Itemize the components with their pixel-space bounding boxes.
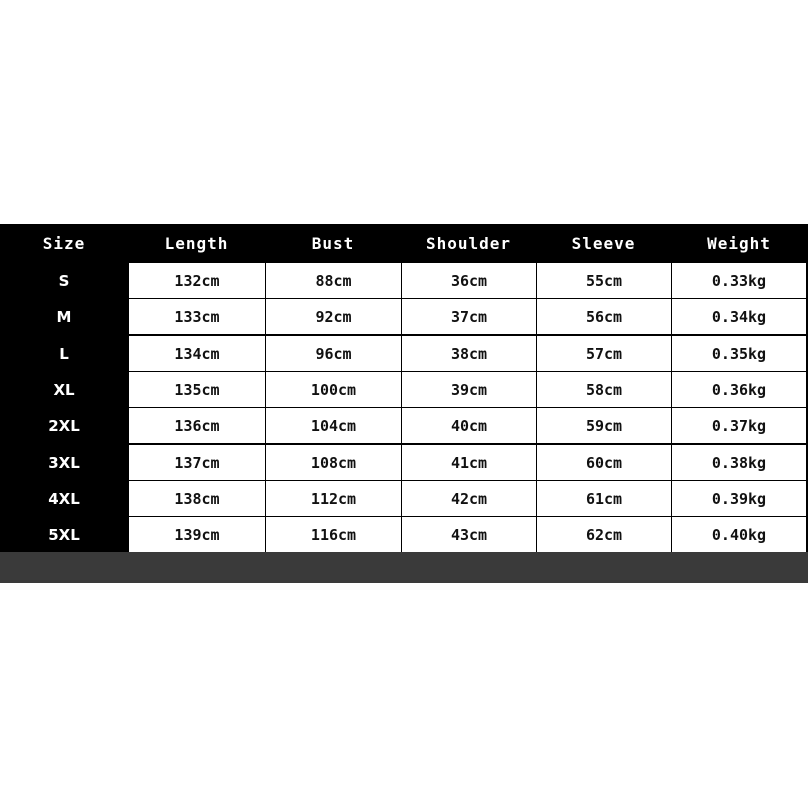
cell-shoulder: 39cm bbox=[402, 372, 537, 407]
cell-length: 136cm bbox=[129, 408, 266, 443]
cell-length: 138cm bbox=[129, 481, 266, 516]
size-label: 5XL bbox=[48, 526, 80, 545]
cell-weight: 0.33kg bbox=[672, 263, 807, 298]
cell-bust: 108cm bbox=[266, 445, 402, 480]
cell-sleeve: 55cm bbox=[537, 263, 672, 298]
cell-shoulder: 37cm bbox=[402, 299, 537, 334]
header-length: Length bbox=[164, 234, 229, 253]
cell-length: 134cm bbox=[129, 336, 266, 371]
cell-length: 132cm bbox=[129, 263, 266, 298]
cell-sleeve: 57cm bbox=[537, 336, 672, 371]
header-sleeve: Sleeve bbox=[571, 234, 636, 253]
header-shoulder: Shoulder bbox=[425, 234, 512, 253]
size-label: XL bbox=[53, 380, 75, 399]
cell-bust: 104cm bbox=[266, 408, 402, 443]
cell-shoulder: 36cm bbox=[402, 263, 537, 298]
cell-length: 139cm bbox=[129, 517, 266, 552]
cell-bust: 100cm bbox=[266, 372, 402, 407]
cell-length: 133cm bbox=[129, 299, 266, 334]
cell-weight: 0.35kg bbox=[672, 336, 807, 371]
cell-sleeve: 58cm bbox=[537, 372, 672, 407]
cell-weight: 0.39kg bbox=[672, 481, 807, 516]
cell-weight: 0.34kg bbox=[672, 299, 807, 334]
size-label: 2XL bbox=[48, 417, 80, 436]
size-label: 3XL bbox=[48, 453, 80, 472]
cell-weight: 0.37kg bbox=[672, 408, 807, 443]
size-label: L bbox=[59, 344, 69, 363]
cell-weight: 0.40kg bbox=[672, 517, 807, 552]
cell-sleeve: 56cm bbox=[537, 299, 672, 334]
header-bust: Bust bbox=[311, 234, 355, 253]
cell-bust: 116cm bbox=[266, 517, 402, 552]
cell-shoulder: 40cm bbox=[402, 408, 537, 443]
size-label: 4XL bbox=[48, 489, 80, 508]
left-edge bbox=[0, 224, 3, 554]
cell-bust: 88cm bbox=[266, 263, 402, 298]
cell-bust: 96cm bbox=[266, 336, 402, 371]
cell-shoulder: 38cm bbox=[402, 336, 537, 371]
cell-sleeve: 60cm bbox=[537, 445, 672, 480]
cell-length: 137cm bbox=[129, 445, 266, 480]
cell-weight: 0.38kg bbox=[672, 445, 807, 480]
cell-sleeve: 61cm bbox=[537, 481, 672, 516]
cell-bust: 112cm bbox=[266, 481, 402, 516]
cell-shoulder: 41cm bbox=[402, 445, 537, 480]
cell-bust: 92cm bbox=[266, 299, 402, 334]
cell-length: 135cm bbox=[129, 372, 266, 407]
cell-shoulder: 43cm bbox=[402, 517, 537, 552]
header-weight: Weight bbox=[707, 234, 771, 253]
size-chart-table bbox=[0, 224, 808, 554]
footer-bar bbox=[0, 552, 808, 583]
size-label: M bbox=[56, 308, 72, 327]
header-size: Size bbox=[42, 234, 86, 253]
cell-sleeve: 62cm bbox=[537, 517, 672, 552]
header-row bbox=[0, 224, 808, 261]
size-label: S bbox=[58, 272, 70, 290]
cell-sleeve: 59cm bbox=[537, 408, 672, 443]
cell-shoulder: 42cm bbox=[402, 481, 537, 516]
cell-weight: 0.36kg bbox=[672, 372, 807, 407]
